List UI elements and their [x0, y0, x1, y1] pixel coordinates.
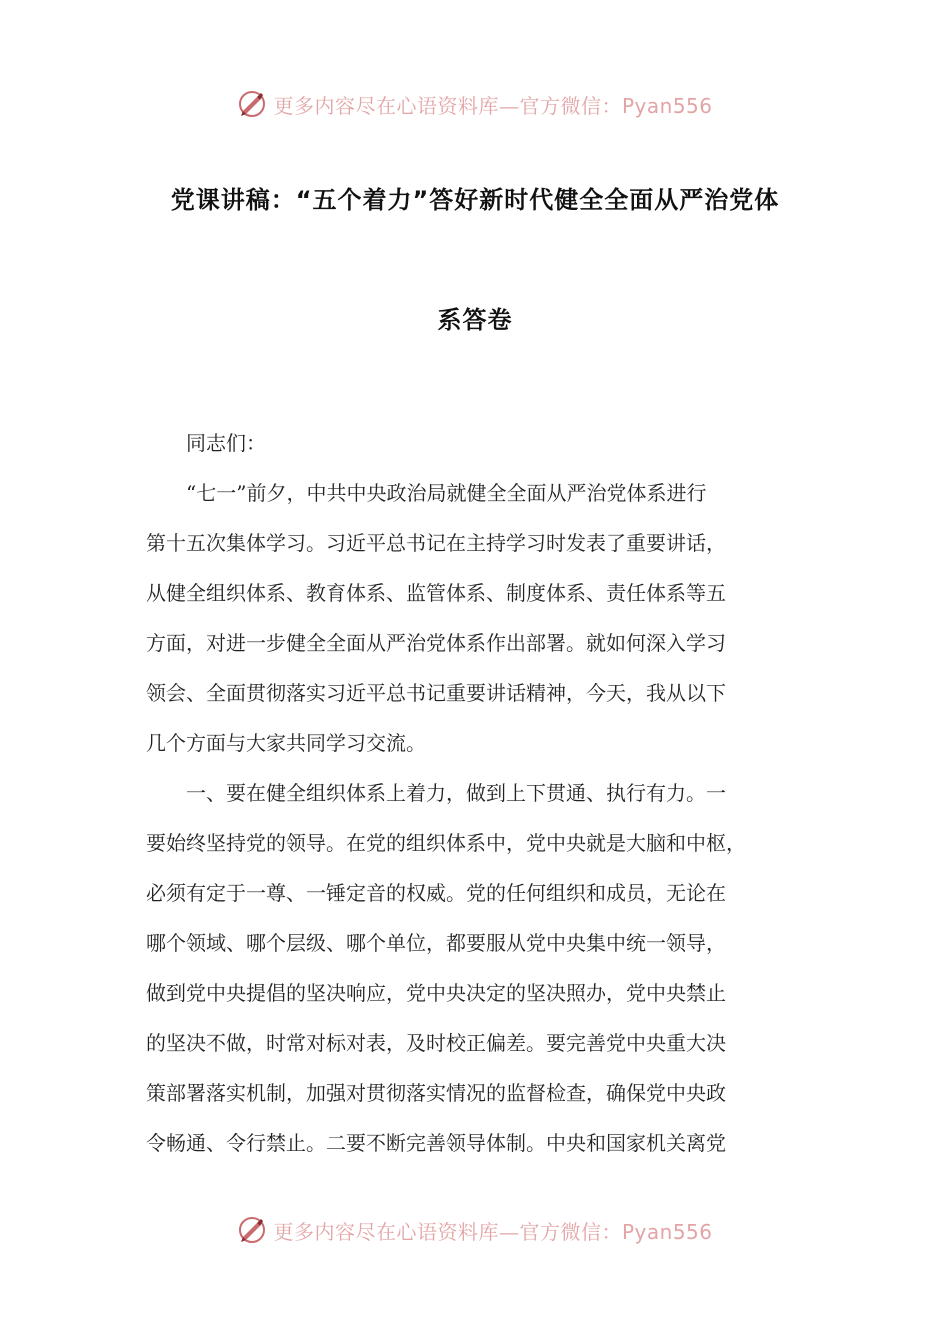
body-line: 一、要在健全组织体系上着力，做到上下贯通、执行有力。一	[146, 781, 726, 805]
pen-logo-icon	[237, 1215, 267, 1245]
body-line: 做到党中央提倡的坚决响应，党中央决定的坚决照办，党中央禁止	[146, 981, 726, 1005]
body-line: 令畅通、令行禁止。二要不断完善领导体制。中央和国家机关离党	[146, 1131, 726, 1155]
body-line: “七一”前夕，中共中央政治局就健全全面从严治党体系进行	[146, 481, 707, 505]
body-line: 几个方面与大家共同学习交流。	[146, 731, 426, 755]
watermark-text: 更多内容尽在心语资料库—官方微信：Pyan556	[273, 93, 713, 118]
pen-logo-icon	[237, 89, 267, 119]
body-line: 方面，对进一步健全全面从严治党体系作出部署。就如何深入学习	[146, 631, 726, 655]
body-line: 同志们：	[146, 431, 266, 455]
body-line: 领会、全面贯彻落实习近平总书记重要讲话精神，今天，我从以下	[146, 681, 726, 705]
document-title-line-1: 党课讲稿：“五个着力”答好新时代健全全面从严治党体	[170, 186, 780, 214]
body-line: 的坚决不做，时常对标对表，及时校正偏差。要完善党中央重大决	[146, 1031, 726, 1055]
body-line: 第十五次集体学习。习近平总书记在主持学习时发表了重要讲话，	[146, 531, 726, 555]
body-line: 必须有定于一尊、一锤定音的权威。党的任何组织和成员，无论在	[146, 881, 726, 905]
body-line: 要始终坚持党的领导。在党的组织体系中，党中央就是大脑和中枢，	[146, 831, 746, 855]
body-line: 从健全组织体系、教育体系、监管体系、制度体系、责任体系等五	[146, 581, 726, 605]
watermark-banner-bottom	[0, 1210, 950, 1250]
watermark-banner-top	[0, 84, 950, 124]
body-line: 哪个领域、哪个层级、哪个单位，都要服从党中央集中统一领导，	[146, 931, 726, 955]
document-title-line-2: 系答卷	[437, 306, 513, 334]
body-line: 策部署落实机制，加强对贯彻落实情况的监督检查，确保党中央政	[146, 1081, 726, 1105]
watermark-text: 更多内容尽在心语资料库—官方微信：Pyan556	[273, 1219, 713, 1244]
document-body	[146, 418, 826, 1168]
